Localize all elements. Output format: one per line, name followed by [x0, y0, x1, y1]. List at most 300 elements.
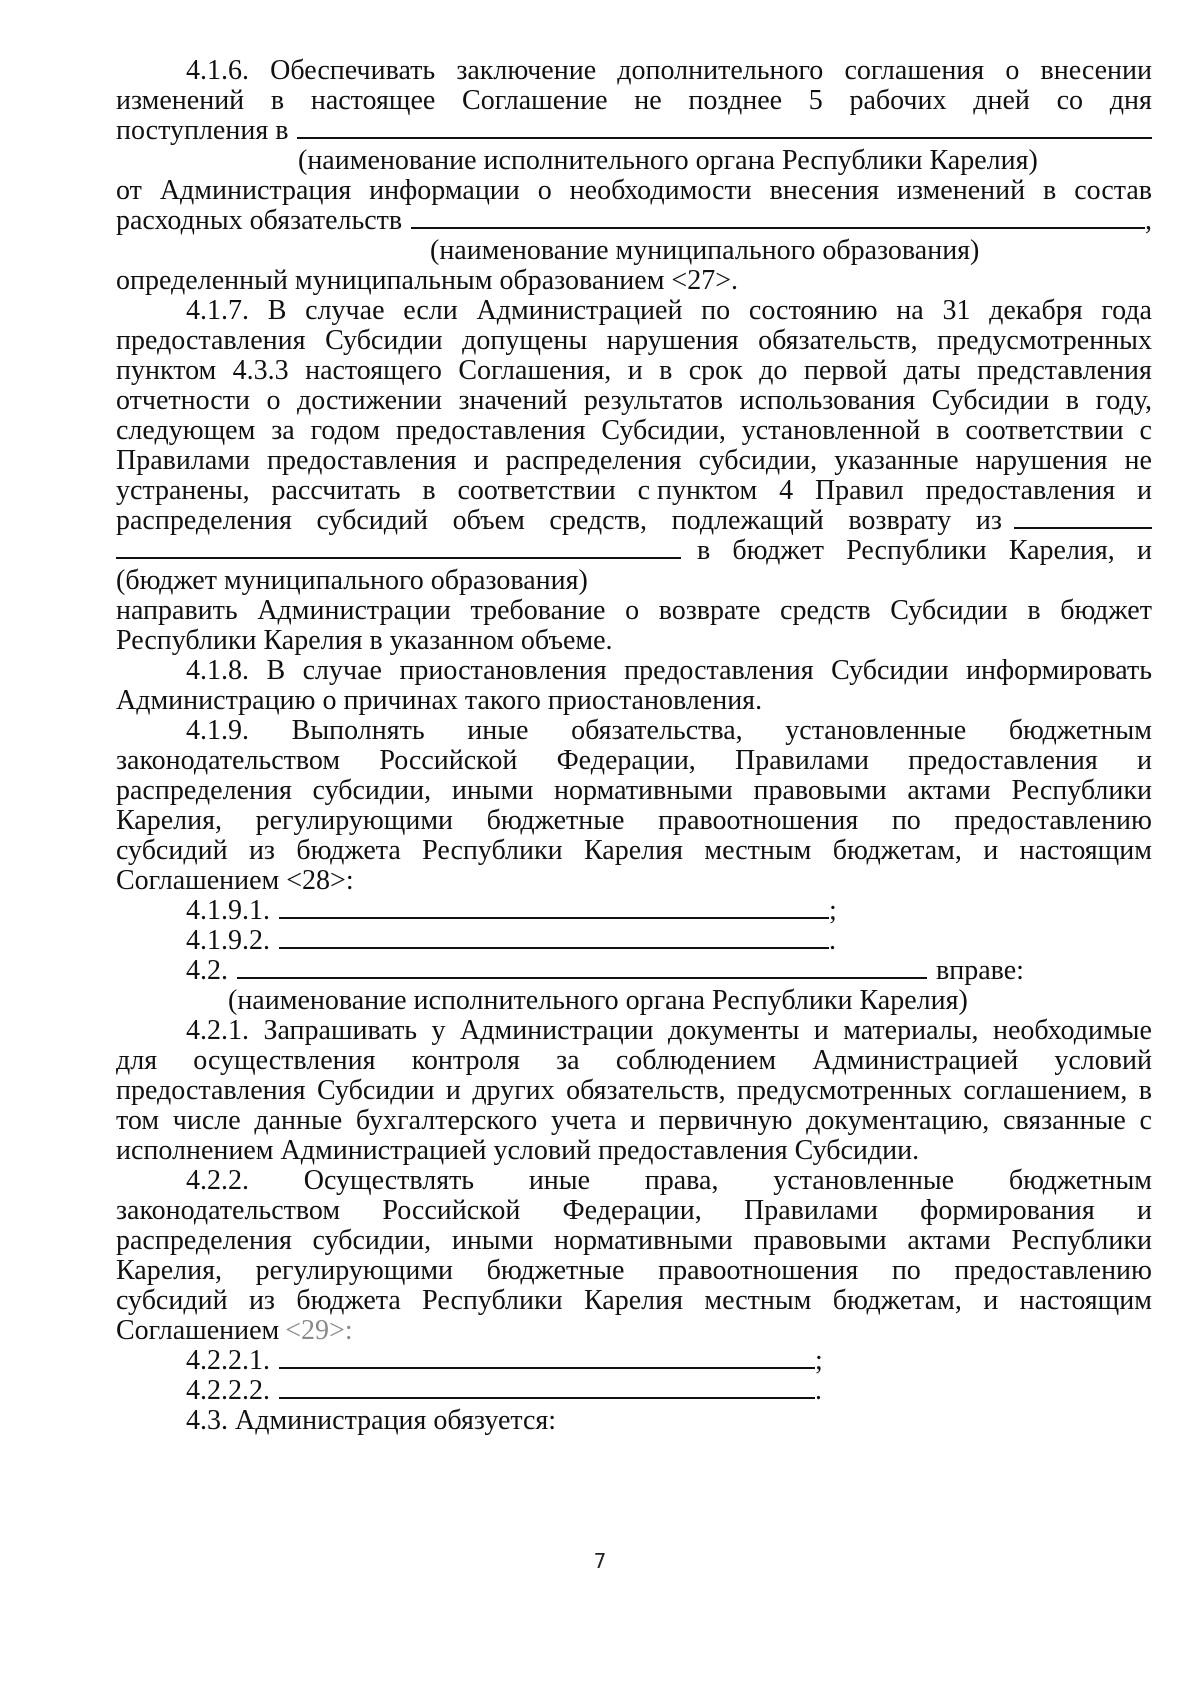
- word: позднее: [688, 85, 783, 116]
- word: Выполнять: [291, 715, 425, 746]
- word: в: [1138, 1075, 1152, 1106]
- word: Субсидии: [931, 385, 1050, 416]
- punctuation: .: [829, 925, 836, 956]
- word: соблюдением: [615, 1045, 777, 1076]
- word: законодательством: [116, 745, 341, 776]
- word: предоставления: [395, 415, 586, 446]
- word: иными: [451, 775, 534, 806]
- word: настоящим: [1019, 835, 1152, 866]
- word: Субсидии: [831, 655, 949, 686]
- word: состоянию: [748, 295, 878, 326]
- word: предоставления: [624, 655, 814, 686]
- word: распределения: [116, 505, 292, 536]
- word: Карелия,: [1008, 535, 1115, 566]
- blank-line: [279, 895, 829, 919]
- word: субсидий: [316, 505, 428, 536]
- word: предоставления: [116, 325, 306, 356]
- word: в: [1027, 595, 1041, 626]
- word: соглашения: [844, 55, 985, 86]
- word: Карелия,: [116, 1255, 222, 1286]
- word: допущены: [462, 325, 588, 356]
- word: бюджетным: [1008, 1165, 1152, 1196]
- word: дополнительного: [617, 55, 824, 86]
- word: состав: [1074, 175, 1152, 206]
- word: 4: [779, 475, 794, 506]
- word: Правилами: [116, 445, 250, 476]
- word: данные: [254, 1105, 343, 1136]
- text-line: [116, 1255, 1152, 1287]
- word: предоставлению: [954, 1255, 1152, 1286]
- text-line: [116, 205, 1152, 237]
- punctuation: ;: [815, 1345, 823, 1376]
- word: Соглашение: [462, 85, 608, 116]
- word: и: [1136, 535, 1152, 566]
- word: возврате: [658, 595, 761, 626]
- word: формирования: [920, 1195, 1095, 1226]
- field-caption: (наименование муниципального образования): [430, 235, 980, 266]
- text-line: [116, 115, 1152, 147]
- word: бюджет: [1060, 595, 1152, 626]
- word: материалы,: [843, 1015, 979, 1046]
- word: числе: [172, 1105, 241, 1136]
- word: бюджета: [296, 1285, 401, 1316]
- word: распределения: [505, 445, 682, 476]
- text-line: [116, 805, 1152, 837]
- text-line: [186, 925, 1152, 957]
- word: бюджетам,: [832, 835, 962, 866]
- text-line: [116, 475, 1152, 507]
- word: Субсидии,: [601, 415, 726, 446]
- text-line: [186, 55, 1152, 87]
- word: В: [266, 655, 286, 686]
- word: 4.1.9.: [186, 715, 249, 746]
- word: установленные: [773, 1165, 955, 1196]
- word: о: [625, 595, 640, 626]
- word: направить: [116, 595, 238, 626]
- word: актами: [907, 1225, 991, 1256]
- word: и: [630, 1105, 646, 1136]
- word: отчетности: [116, 385, 250, 416]
- word: с: [1139, 415, 1152, 446]
- word: о: [537, 175, 552, 206]
- word: Осуществлять: [303, 1165, 475, 1196]
- word: 4.1.6.: [186, 55, 249, 86]
- text-fragment: Республики Карелия в указанном объеме.: [116, 625, 613, 656]
- word: Республики: [1011, 775, 1152, 806]
- field-caption: (бюджет муниципального образования): [116, 565, 588, 596]
- text-line: [116, 1105, 1152, 1137]
- word: Республики: [422, 1285, 563, 1316]
- word: Правилами: [735, 745, 869, 776]
- word: о: [1005, 55, 1020, 86]
- text-line: [116, 325, 1152, 357]
- word: Российской: [379, 745, 518, 776]
- word: первой: [803, 355, 888, 386]
- footnote-ref: <29>:: [285, 1315, 353, 1346]
- text-line: [186, 295, 1152, 327]
- word: условий: [1054, 1045, 1152, 1076]
- text-words: [697, 535, 1152, 567]
- word: правовыми: [753, 775, 887, 806]
- word: декабря: [989, 295, 1083, 326]
- word: нарушения: [975, 445, 1108, 476]
- word: бюджетные: [486, 1255, 625, 1286]
- word: объем: [452, 505, 525, 536]
- word: распределения: [116, 1225, 292, 1256]
- word: Запрашивать: [263, 1015, 418, 1046]
- text-fragment: 4.3. Администрация обязуется:: [186, 1405, 557, 1436]
- text-line: [116, 775, 1152, 807]
- word: изменений: [116, 85, 245, 116]
- word: в: [422, 475, 436, 506]
- word: возврату: [848, 505, 952, 536]
- word: предоставления: [925, 475, 1116, 506]
- text-line: [186, 1165, 1152, 1197]
- word: Республики: [1011, 1225, 1152, 1256]
- word: обязательства,: [571, 715, 743, 746]
- word: даты: [903, 355, 961, 386]
- word: в: [697, 535, 711, 566]
- text-line: [186, 1015, 1152, 1047]
- blank-line: [116, 535, 681, 559]
- word: иные: [528, 1165, 591, 1196]
- word: иными: [451, 1225, 534, 1256]
- text-line: [186, 655, 1152, 687]
- word: Обеспечивать: [270, 55, 436, 86]
- subitem-label: 4.1.9.1.: [186, 895, 270, 926]
- text-line: [116, 265, 1152, 297]
- text-line: [116, 865, 1152, 897]
- word: информировать: [966, 655, 1152, 686]
- word: в: [1043, 175, 1057, 206]
- word: Субсидии: [325, 325, 443, 356]
- word: правовыми: [753, 1225, 887, 1256]
- text-fragment: исполнением Администрацией условий предоставления Субсидии.: [116, 1135, 920, 1166]
- word: и: [627, 355, 643, 386]
- word: субсидий: [116, 835, 228, 866]
- text-line: [116, 1045, 1152, 1077]
- text-line: [186, 955, 1152, 987]
- text-fragment: вправе:: [936, 955, 1024, 986]
- word: приостановления: [399, 655, 607, 686]
- subitem-label: 4.2.2.1.: [186, 1345, 270, 1376]
- blank-line: [237, 955, 927, 979]
- text-line: [116, 685, 1152, 717]
- word: предоставления: [116, 1075, 306, 1106]
- word: до: [759, 355, 788, 386]
- word: заключение: [456, 55, 597, 86]
- word: в: [936, 415, 950, 446]
- word: документы: [668, 1015, 800, 1046]
- text-line: [116, 1285, 1152, 1317]
- word: дня: [1109, 85, 1152, 116]
- text-fragment: Соглашением: [116, 1315, 280, 1346]
- word: году,: [1095, 385, 1152, 416]
- text-line: [116, 1075, 1152, 1107]
- word: предоставления: [267, 445, 457, 476]
- word: и: [983, 835, 999, 866]
- word: по: [891, 1255, 921, 1286]
- word: контроля: [411, 1045, 520, 1076]
- word: бюджет: [732, 535, 825, 566]
- word: предоставления: [908, 745, 1098, 776]
- text-fragment: поступления в: [116, 115, 289, 146]
- word: дней: [973, 85, 1030, 116]
- word: и: [813, 1015, 829, 1046]
- word: регулирующими: [255, 805, 454, 836]
- subitem-label: 4.2.: [186, 955, 228, 986]
- blank-line: [411, 205, 1145, 229]
- word: права,: [644, 1165, 719, 1196]
- text-line: [116, 355, 1152, 387]
- word: связанные: [1002, 1105, 1126, 1136]
- word: достижении: [297, 385, 442, 416]
- word: Администрация: [159, 175, 352, 206]
- word: устранены,: [116, 475, 250, 506]
- word: бюджетам,: [832, 1285, 962, 1316]
- word: законодательством: [116, 1195, 341, 1226]
- text-fragment: Администрацию о причинах такого приостановления.: [116, 685, 763, 716]
- word: распределения: [116, 775, 292, 806]
- text-words: [116, 505, 1002, 537]
- word: средств,: [549, 505, 648, 536]
- word: 4.1.8.: [186, 655, 249, 686]
- word: настоящего: [305, 355, 442, 386]
- text-line: [116, 505, 1152, 537]
- word: в: [270, 85, 285, 116]
- text-line: [116, 385, 1152, 417]
- blank-line: [279, 925, 829, 949]
- word: осуществления: [193, 1045, 376, 1076]
- word: средств: [780, 595, 871, 626]
- word: 4.1.7.: [186, 295, 249, 326]
- word: установленной: [741, 415, 921, 446]
- word: бухгалтерского: [355, 1105, 538, 1136]
- word: соглашением,: [963, 1075, 1128, 1106]
- word: результатов: [583, 385, 723, 416]
- text-line: [116, 835, 1152, 867]
- word: установленные: [785, 715, 967, 746]
- text-line: [116, 445, 1152, 477]
- word: в: [1065, 385, 1080, 416]
- punctuation: .: [815, 1375, 822, 1406]
- word: Карелия: [583, 1285, 683, 1316]
- word: учета: [550, 1105, 617, 1136]
- word: соответствии: [965, 415, 1124, 446]
- word: Республики: [422, 835, 563, 866]
- word: необходимые: [993, 1015, 1152, 1046]
- word: нормативными: [554, 775, 733, 806]
- word: требование: [470, 595, 606, 626]
- word: значений: [458, 385, 568, 416]
- blank-line: [279, 1345, 815, 1369]
- word: обязательств,: [758, 325, 918, 356]
- word: из: [975, 505, 1002, 536]
- word: и: [1136, 1195, 1152, 1226]
- text-fragment: определенный муниципальным образованием <27>.: [116, 265, 739, 296]
- word: предусмотренных: [737, 1075, 952, 1106]
- text-line: [116, 625, 1152, 657]
- word: правоотношения: [658, 1255, 859, 1286]
- word: и: [1137, 745, 1152, 776]
- word: нарушения: [606, 325, 739, 356]
- word: Федерации,: [556, 745, 696, 776]
- word: настоящее: [310, 85, 436, 116]
- word: 5: [808, 85, 823, 116]
- word: том: [116, 1105, 160, 1136]
- word: Правил: [814, 475, 904, 506]
- word: указанные: [834, 445, 959, 476]
- word: В: [267, 295, 287, 326]
- text-line: [186, 1405, 1152, 1437]
- word: годом: [310, 415, 381, 446]
- word: и: [445, 1075, 461, 1106]
- word: с пунктом: [637, 475, 758, 506]
- word: Администрации: [257, 595, 451, 626]
- text-line: [186, 895, 1152, 927]
- word: Российской: [382, 1195, 521, 1226]
- text-line: [116, 1195, 1152, 1227]
- word: рассчитать: [271, 475, 401, 506]
- word: года: [1101, 295, 1152, 326]
- word: бюджета: [296, 835, 401, 866]
- word: о: [266, 385, 281, 416]
- word: местным: [704, 1285, 812, 1316]
- word: Субсидии: [890, 595, 1008, 626]
- text-line: [116, 1315, 1152, 1347]
- word: 4.3.3: [232, 355, 289, 386]
- word: случае: [302, 655, 382, 686]
- word: соответствии: [457, 475, 616, 506]
- word: регулирующими: [255, 1255, 454, 1286]
- text-line: [186, 1345, 1152, 1377]
- word: субсидии,: [312, 775, 432, 806]
- word: предоставлению: [954, 805, 1152, 836]
- word: по: [891, 805, 921, 836]
- word: бюджетные: [486, 805, 625, 836]
- word: за: [271, 415, 295, 446]
- text-line: [186, 715, 1152, 747]
- word: других: [472, 1075, 555, 1106]
- text-line: [116, 85, 1152, 117]
- word: по: [701, 295, 731, 326]
- word: правоотношения: [658, 805, 859, 836]
- word: субсидии,: [312, 1225, 432, 1256]
- word: местным: [704, 835, 812, 866]
- text-fragment: расходных обязательств: [116, 205, 403, 236]
- word: иные: [467, 715, 529, 746]
- word: субсидии,: [698, 445, 818, 476]
- word: внесения: [769, 175, 879, 206]
- word: субсидий: [116, 1285, 228, 1316]
- word: 4.2.2.: [186, 1165, 249, 1196]
- word: не: [1124, 445, 1152, 476]
- word: на: [896, 295, 924, 326]
- fill-in-blank: [297, 115, 1152, 139]
- word: использования: [739, 385, 916, 416]
- word: и: [983, 1285, 999, 1316]
- word: и: [1136, 475, 1152, 506]
- word: изменений: [896, 175, 1026, 206]
- text-line: [116, 175, 1152, 207]
- word: первичную: [658, 1105, 793, 1136]
- text-line: [116, 535, 1152, 567]
- word: не: [634, 85, 662, 116]
- text-line: [116, 415, 1152, 447]
- field-caption: (наименование исполнительного органа Республики Карелия): [298, 145, 1038, 176]
- blank-line: [297, 115, 1152, 139]
- word: следующем: [116, 415, 256, 446]
- text-line: [116, 1225, 1152, 1257]
- subitem-label: 4.1.9.2.: [186, 925, 270, 956]
- word: Карелия,: [116, 805, 222, 836]
- word: актами: [907, 775, 991, 806]
- word: Федерации,: [562, 1195, 702, 1226]
- word: Администрации: [460, 1015, 654, 1046]
- word: из: [248, 1285, 275, 1316]
- word: со: [1056, 85, 1084, 116]
- word: рабочих: [849, 85, 947, 116]
- fill-in-blank: [411, 205, 1152, 237]
- word: для: [116, 1045, 158, 1076]
- text-line: [116, 745, 1152, 777]
- text-line: [186, 1375, 1152, 1407]
- word: срок: [688, 355, 743, 386]
- word: бюджетным: [1008, 715, 1152, 746]
- word: документацию,: [806, 1105, 990, 1136]
- word: Правилами: [743, 1195, 878, 1226]
- word: у: [431, 1015, 446, 1046]
- word: в: [659, 355, 673, 386]
- word: Карелия: [583, 835, 683, 866]
- word: обязательств,: [566, 1075, 726, 1106]
- word: если: [403, 295, 458, 326]
- blank-line: [1014, 505, 1152, 529]
- subitem-label: 4.2.2.2.: [186, 1375, 270, 1406]
- word: Администрацией: [476, 295, 683, 326]
- word: за: [556, 1045, 580, 1076]
- word: из: [248, 835, 275, 866]
- blank-line: [279, 1375, 815, 1399]
- word: Республики: [846, 535, 987, 566]
- word: подлежащий: [671, 505, 824, 536]
- word: необходимости: [569, 175, 752, 206]
- word: 31: [942, 295, 971, 326]
- text-line: [116, 595, 1152, 627]
- word: с: [1139, 1105, 1152, 1136]
- word: и: [473, 445, 489, 476]
- text-line: [116, 1135, 1152, 1167]
- word: информации: [369, 175, 520, 206]
- text-fragment: Соглашением <28>:: [116, 865, 354, 896]
- word: Субсидии: [316, 1075, 435, 1106]
- punctuation: ;: [829, 895, 837, 926]
- word: случае: [305, 295, 385, 326]
- word: настоящим: [1019, 1285, 1152, 1316]
- word: от: [116, 175, 142, 206]
- word: нормативными: [554, 1225, 733, 1256]
- page-number: 7: [593, 1549, 607, 1573]
- field-caption: (наименование исполнительного органа Республики Карелия): [228, 985, 968, 1016]
- word: представления: [977, 355, 1152, 386]
- word: 4.2.1.: [186, 1015, 249, 1046]
- word: Соглашения,: [458, 355, 612, 386]
- word: предусмотренных: [937, 325, 1152, 356]
- word: пунктом: [116, 355, 217, 386]
- punctuation: ,: [1145, 205, 1152, 236]
- word: внесении: [1040, 55, 1152, 86]
- word: Администрацией: [812, 1045, 1019, 1076]
